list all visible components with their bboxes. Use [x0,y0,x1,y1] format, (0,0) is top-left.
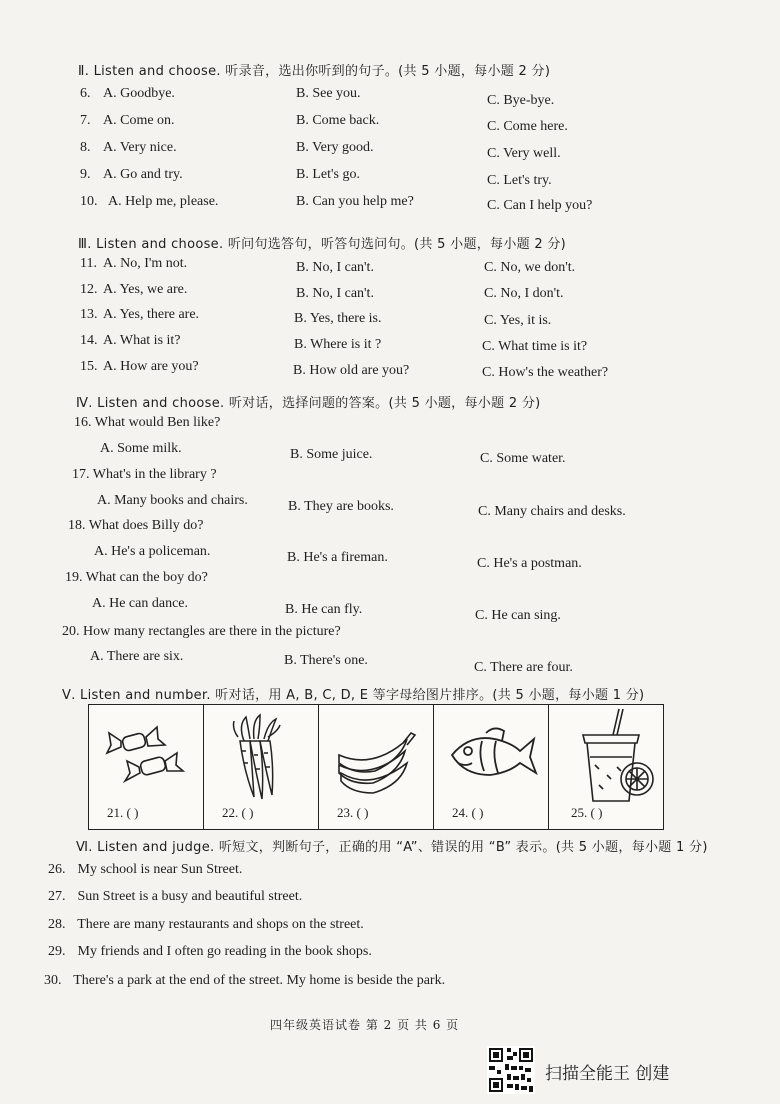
option-b: B. He's a fireman. [287,550,388,565]
question-text [72,467,217,483]
question-number: 18. [68,518,86,533]
picture-cell [434,705,549,829]
page-footer: 四年级英语试卷 第 2 页 共 6 页 [270,1018,460,1032]
option-b: B. No, I can't. [296,260,374,275]
question-text [74,415,220,431]
option-c: C. How's the weather? [482,365,609,380]
section-6-title: Ⅵ. Listen and judge. 听短文，判断句子，正确的用 “A”、错误的用 “B” 表示。(共 5 小题，每小题 1 分) [76,840,708,855]
picture-label: 21. ( ) [107,805,139,820]
picture-label: 24. ( ) [452,805,484,820]
option-a: A. Yes, there are. [103,307,200,322]
option-a: A. Many books and chairs. [97,493,248,508]
question-row [0,140,780,162]
option-b: B. Very good. [296,140,374,155]
question-row [0,333,780,355]
sentence-text: Sun Street is a busy and beautiful street. [77,889,303,904]
option-a: A. Go and try. [103,167,183,182]
question-row [0,256,780,278]
question-number: 11. [80,256,97,271]
judge-sentence [48,889,302,905]
picture-cell [204,705,319,829]
picture-cell [89,705,204,829]
question-text [65,570,208,586]
question-prompt: What does Billy do? [88,518,204,533]
question-row [0,113,780,135]
sentence-text: My friends and I often go reading in the book shops. [77,944,372,959]
option-c: C. He's a postman. [477,556,582,571]
carrots-icon [216,711,308,803]
judge-sentence [48,944,372,960]
option-c: C. Let's try. [487,173,552,188]
option-a: A. There are six. [90,649,184,664]
option-b: B. Let's go. [296,167,360,182]
picture-label: 25. ( ) [571,805,603,820]
sentence-text: There's a park at the end of the street. My home is beside the park. [73,973,446,988]
section-2-title: Ⅱ. Listen and choose. 听录音，选出你听到的句子。(共 5 小题，每小题 2 分) [78,64,551,79]
question-number: 17. [72,467,90,482]
sentence-number: 26. [48,862,66,877]
option-c: C. There are four. [474,660,573,675]
option-a: A. Help me, please. [108,194,219,209]
fish-icon [446,711,538,797]
option-b: B. Where is it ? [294,337,382,352]
question-row [0,359,780,381]
option-c: C. Some water. [480,451,566,466]
option-b: B. Can you help me? [296,194,414,209]
juice-icon [563,705,663,805]
sentence-number: 28. [48,917,66,932]
question-number: 20. [62,624,80,639]
question-text [62,624,341,640]
option-c: C. Yes, it is. [484,313,552,328]
scanner-brand: 扫描全能王 创建 [545,1064,670,1084]
question-number: 16. [74,415,92,430]
option-c: C. Many chairs and desks. [478,504,626,519]
question-number: 9. [80,167,91,182]
option-b: B. There's one. [284,653,368,668]
section-5-title: Ⅴ. Listen and number. 听对话，用 A, B, C, D, E 等字母给图片排序。(共 5 小题，每小题 1 分) [62,688,645,703]
judge-sentence [44,973,445,989]
option-b: B. Some juice. [290,447,373,462]
option-c: C. Can I help you? [487,198,593,213]
option-a: A. He can dance. [92,596,189,611]
picture-cell [549,705,663,829]
question-number: 15. [80,359,98,374]
option-c: C. No, we don't. [484,260,576,275]
sentence-text: There are many restaurants and shops on the street. [77,917,364,932]
option-b: B. See you. [296,86,361,101]
picture-strip [88,704,664,830]
section-4-title: Ⅳ. Listen and choose. 听对话，选择问题的答案。(共 5 小题，每小题 2 分) [76,396,541,411]
option-a: A. Some milk. [100,441,182,456]
judge-sentence [48,917,364,933]
option-b: B. Come back. [296,113,380,128]
option-a: A. Very nice. [103,140,177,155]
section-3-title: Ⅲ. Listen and choose. 听问句选答句，听答句选问句。(共 5 小题，每小题 2 分) [78,237,567,252]
option-a: A. What is it? [103,333,181,348]
question-number: 13. [80,307,98,322]
question-number: 14. [80,333,98,348]
option-c: C. What time is it? [482,339,588,354]
question-row [0,282,780,304]
question-number: 19. [65,570,83,585]
question-number: 10. [80,194,98,209]
picture-label: 23. ( ) [337,805,369,820]
question-prompt: How many rectangles are there in the picture? [83,624,341,639]
picture-label: 22. ( ) [222,805,254,820]
option-b: B. Yes, there is. [294,311,382,326]
option-c: C. No, I don't. [484,286,564,301]
picture-cell [319,705,434,829]
question-row [0,307,780,329]
option-c: C. Very well. [487,146,561,161]
option-a: A. He's a policeman. [94,544,211,559]
option-b: B. How old are you? [293,363,410,378]
question-number: 6. [80,86,91,101]
option-c: C. Bye-bye. [487,93,555,108]
option-a: A. Yes, we are. [103,282,188,297]
option-a: A. Goodbye. [103,86,175,101]
sentence-text: My school is near Sun Street. [77,862,243,877]
question-number: 12. [80,282,98,297]
option-c: C. Come here. [487,119,568,134]
sentence-number: 27. [48,889,66,904]
option-a: A. No, I'm not. [103,256,188,271]
question-prompt: What can the boy do? [85,570,208,585]
option-c: C. He can sing. [475,608,561,623]
sentence-number: 29. [48,944,66,959]
candy-icon [101,711,193,797]
judge-sentence [48,862,242,878]
option-b: B. He can fly. [285,602,363,617]
question-number: 8. [80,140,91,155]
option-b: B. No, I can't. [296,286,374,301]
question-row [0,194,780,216]
option-a: A. Come on. [103,113,175,128]
question-prompt: What's in the library ? [92,467,217,482]
question-row [0,86,780,108]
sentence-number: 30. [44,973,62,988]
question-row [0,167,780,189]
option-a: A. How are you? [103,359,199,374]
question-number: 7. [80,113,91,128]
question-text [68,518,203,534]
qr-code-icon [487,1046,535,1094]
question-prompt: What would Ben like? [94,415,221,430]
option-b: B. They are books. [288,499,394,514]
bananas-icon [331,711,423,797]
